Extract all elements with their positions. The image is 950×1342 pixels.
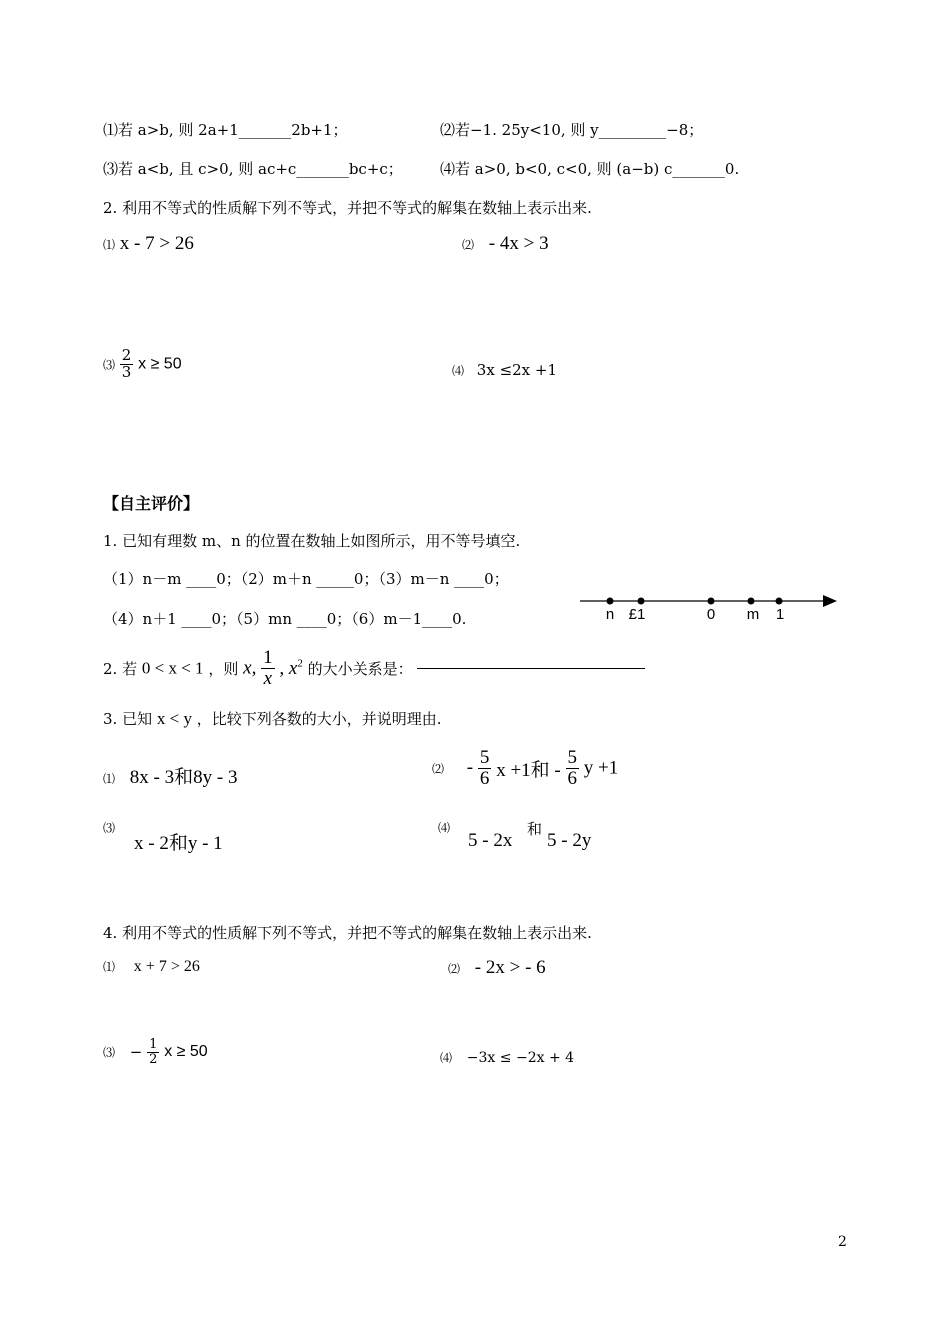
q2-condition: 0 < x < 1: [141, 658, 204, 678]
label-n: n: [605, 606, 615, 623]
problem-4: [452, 361, 557, 379]
label-m: m: [746, 606, 760, 623]
q3-suffix: ，比较下列各数的大小，并说明理由.: [196, 710, 442, 728]
q3-condition: x < y: [156, 709, 192, 728]
q2-x: x,: [243, 657, 257, 679]
solve-2: [448, 957, 546, 979]
problem-label: ⑵: [432, 761, 445, 776]
fraction-numerator: 5: [479, 747, 490, 768]
q2-mid: ，则: [208, 659, 239, 678]
fill-question-2: ⑵若−1. 25y<10, 则 y_________−8；: [440, 121, 704, 139]
point-zero: [708, 598, 715, 605]
fraction-denominator: x: [263, 667, 273, 689]
problem-expression: x ≥ 50: [138, 355, 182, 373]
fraction: [147, 1038, 159, 1066]
solve-4: [440, 1048, 574, 1066]
point-neg1: [638, 598, 645, 605]
point-n: [607, 598, 614, 605]
fill-question-4: ⑷若 a>0, b<0, c<0, 则 (a−b) c_______0.: [440, 160, 740, 178]
c2-end: y +1: [583, 757, 619, 779]
problem-label: ⑷: [440, 1051, 453, 1065]
question-1-row-1: （1）n－m ____0；（2）m＋n _____0；（3）m－n ____0；: [103, 570, 509, 588]
label-one: 1: [775, 606, 785, 623]
label-neg1: £1: [628, 606, 646, 623]
solve-3: [103, 1038, 208, 1066]
q2-prefix: 2. 若: [103, 659, 138, 678]
fraction: [478, 748, 492, 789]
problem-expression: 8x - 3和8y - 3: [129, 767, 238, 788]
number-line: [575, 588, 845, 628]
solve-1: [103, 957, 200, 976]
q3-prefix: 3. 已知: [103, 710, 153, 728]
problem-expression: x - 7 > 26: [119, 233, 194, 254]
problem-label: ⑴: [103, 960, 116, 974]
problem-label: ⑴: [103, 238, 116, 252]
compare-1: [103, 762, 237, 789]
problem-expression: −3x ≤ −2x + 4: [466, 1050, 575, 1066]
fraction-numerator: 1: [263, 647, 273, 668]
question-2: [103, 648, 645, 689]
fraction-denominator: 3: [121, 362, 132, 381]
problem-expression: x + 7 > 26: [133, 958, 200, 975]
fraction-denominator: 6: [479, 767, 490, 789]
c2-minus: -: [466, 757, 474, 779]
problem-label: ⑷: [452, 364, 465, 378]
compare-4-and: 和: [527, 820, 543, 838]
question-1: 1. 已知有理数 m、n 的位置在数轴上如图所示，用不等号填空.: [103, 532, 521, 550]
fraction-denominator: 2: [149, 1051, 158, 1067]
fraction: [120, 348, 134, 381]
problem-label: ⑴: [103, 772, 116, 786]
point-one: [776, 598, 783, 605]
problem-label: ⑵: [448, 962, 461, 976]
answer-blank[interactable]: [417, 667, 645, 669]
compare-3-label: ⑶: [103, 821, 116, 835]
question-3: [103, 708, 442, 729]
compare-3-expression: x - 2和y - 1: [134, 833, 223, 854]
problem-1: [103, 233, 194, 255]
problem-expression: x ≥ 50: [164, 1043, 208, 1061]
problem-2: [462, 233, 549, 255]
problem-label: ⑶: [103, 1045, 116, 1060]
label-zero: 0: [706, 606, 716, 623]
s3-minus: −: [129, 1043, 143, 1062]
q2-suffix: 的大小关系是：: [307, 659, 413, 678]
fill-question-3: ⑶若 a<b, 且 c>0, 则 ac+c_______bc+c；: [103, 160, 403, 178]
problem-expression: - 2x > - 6: [474, 957, 546, 978]
q2-fraction: [261, 648, 275, 689]
fraction-numerator: 1: [149, 1037, 158, 1052]
c2-middle: x +1和 -: [496, 759, 561, 781]
problem-label: ⑶: [103, 357, 116, 372]
page-number: 2: [838, 1234, 847, 1250]
fill-question-1: ⑴若 a>b, 则 2a+1_______2b+1；: [103, 121, 348, 139]
fraction-denominator: 6: [567, 767, 578, 789]
problem-expression: 3x ≤2x +1: [476, 361, 558, 379]
problem-expression: - 4x > 3: [488, 233, 549, 254]
question-4: 4. 利用不等式的性质解下列不等式，并把不等式的解集在数轴上表示出来.: [103, 924, 592, 942]
fraction-numerator: 5: [567, 747, 578, 768]
compare-4-b: 5 - 2y: [547, 830, 592, 851]
q2-x-base: , x: [279, 657, 298, 679]
compare-4-label: ⑷: [438, 821, 451, 835]
problem-3: [103, 348, 182, 381]
problem-label: ⑵: [462, 238, 475, 252]
section-heading: 【自主评价】: [103, 494, 200, 513]
compare-2: [432, 748, 618, 789]
point-m: [748, 598, 755, 605]
q2-superscript: 2: [297, 657, 303, 670]
task-2-instruction: 2. 利用不等式的性质解下列不等式，并把不等式的解集在数轴上表示出来.: [103, 199, 592, 217]
q2-x-squared: [279, 658, 302, 679]
compare-4-a: 5 - 2x: [468, 830, 513, 851]
fraction: [566, 748, 580, 789]
fraction-numerator: 2: [121, 346, 132, 364]
number-line-arrow: [823, 595, 837, 607]
question-1-row-2: （4）n＋1 ____0；（5）mn ____0；（6）m－1____0.: [103, 610, 467, 628]
